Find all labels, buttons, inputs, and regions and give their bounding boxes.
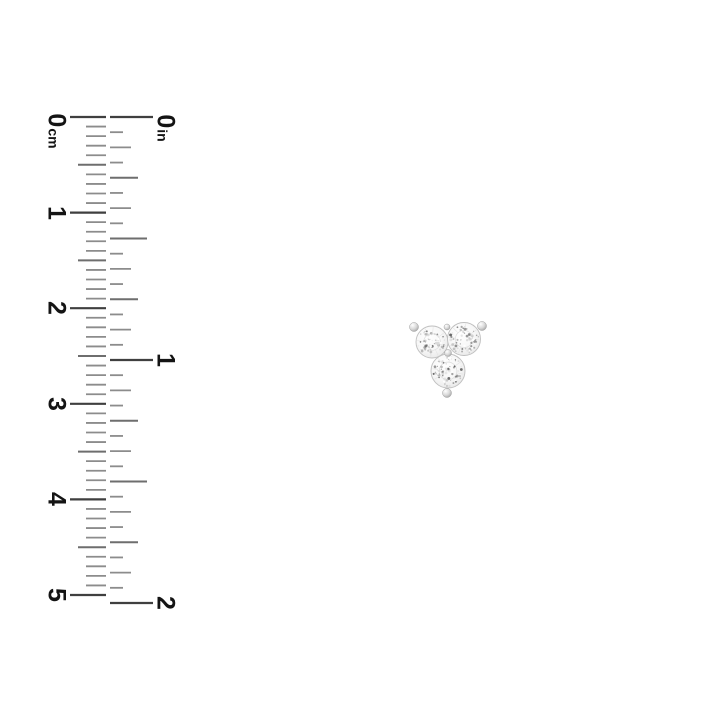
ruler-cm-number: 1 [42, 205, 71, 220]
ruler-inch-unit: in [154, 129, 171, 142]
diamond-stone [431, 354, 465, 388]
prong-ball [445, 350, 452, 357]
three-stone-diamond-earring-photo [410, 322, 487, 398]
ruler-inch-number: 1 [151, 353, 180, 367]
prong-ball [478, 322, 487, 331]
ruler-cm-ticks [70, 117, 106, 595]
ruler-inch-ticks [110, 117, 153, 603]
ruler-inch-label-1 [153, 353, 178, 367]
ruler-cm-label-5 [44, 588, 69, 602]
ruler-cm-label-2 [44, 301, 69, 315]
ruler-inch-number: 0 [151, 114, 180, 129]
ruler-cm-number: 2 [42, 301, 71, 316]
prong-ball [443, 389, 452, 398]
ruler-inch-label-2 [153, 596, 178, 610]
diamond-stone [416, 326, 448, 358]
ruler-cm-label-4 [44, 492, 69, 506]
ruler-cm-number: 4 [42, 492, 71, 507]
prong-ball [444, 324, 450, 330]
ruler-cm-number: 0 [42, 113, 71, 128]
ruler-cm-label-0 [44, 113, 69, 148]
ruler-cm-label-3 [44, 397, 69, 411]
ruler-inch-label-0 [153, 114, 178, 141]
ruler-inch-number: 2 [151, 596, 180, 610]
ruler-cm-number: 3 [42, 396, 71, 411]
ruler-cm-unit: cm [45, 128, 62, 149]
ruler-cm-number: 5 [42, 588, 71, 602]
ruler-cm-label-1 [44, 206, 69, 220]
prong-ball [410, 323, 419, 332]
diamond-stone [448, 323, 481, 356]
